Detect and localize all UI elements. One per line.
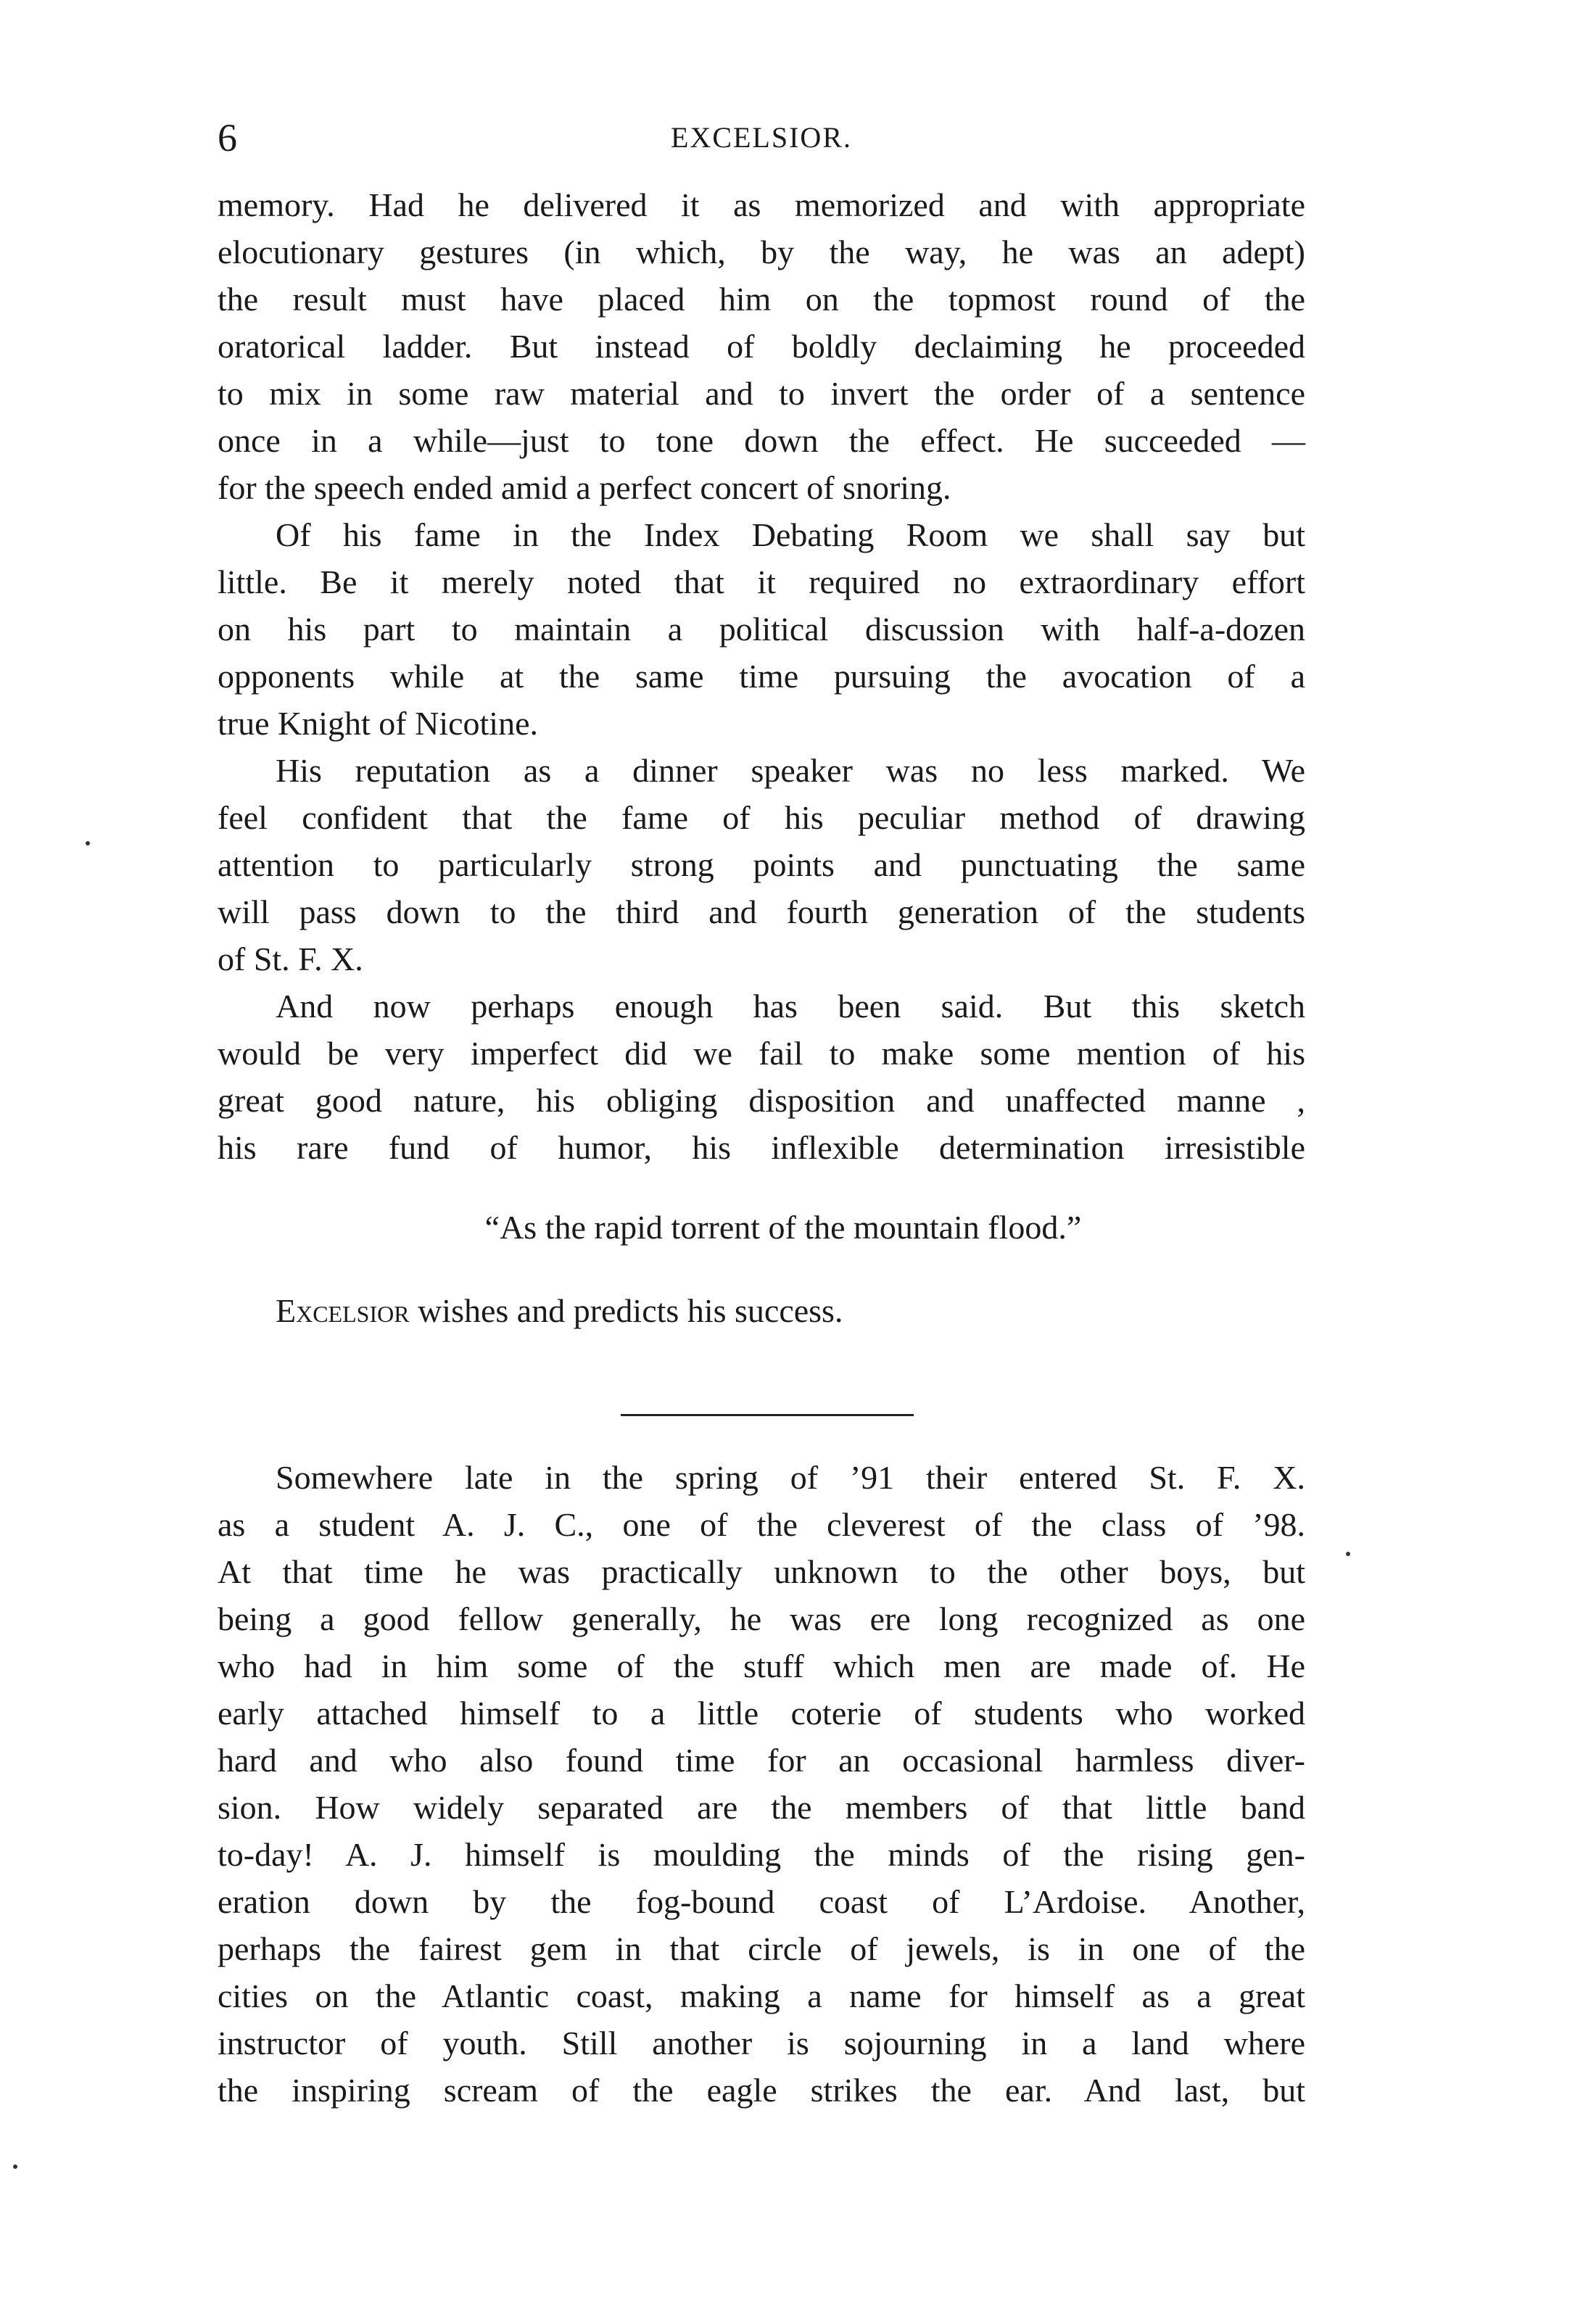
section-divider [621, 1414, 914, 1416]
text-line: Somewhere late in the spring of ’91 their entered St. F. X. [276, 1459, 1305, 1496]
running-title: EXCELSIOR. [671, 121, 852, 154]
paragraph [218, 511, 1305, 747]
text-line: true Knight of Nicotine. [218, 705, 539, 742]
ink-speck [1346, 1552, 1350, 1556]
text-line: once in a while—just to tone down the effect. He succeeded — [218, 422, 1305, 459]
text-line: elocutionary gestures (in which, by the way, he was an adept) [218, 233, 1305, 270]
text-line: hard and who also found time for an occasional harmless diver- [218, 1742, 1305, 1779]
text-line: opponents while at the same time pursuing the avocation of a [218, 658, 1305, 695]
text-line: would be very imperfect did we fail to make some mention of his [218, 1035, 1305, 1072]
text-line: the inspiring scream of the eagle strikes the ear. And last, but [218, 2072, 1305, 2109]
text-line: sion. How widely separated are the members of that little band [218, 1789, 1305, 1826]
ink-speck [86, 841, 90, 845]
running-head [218, 109, 1305, 167]
paragraph [218, 747, 1305, 983]
text-line: on his part to maintain a political discussion with half-a-dozen [218, 611, 1305, 648]
text-line: eration down by the fog-bound coast of L’Ardoise. Another, [218, 1883, 1305, 1920]
text-line: Of his fame in the Index Debating Room we shall say but [276, 516, 1305, 553]
text-line: to mix in some raw material and to invert the order of a sentence [218, 375, 1305, 412]
text-line: as a student A. J. C., one of the cleverest of the class of ’98. [218, 1506, 1305, 1543]
page-number: 6 [218, 116, 237, 160]
text-line: to-day! A. J. himself is moulding the minds of the rising gen- [218, 1836, 1305, 1873]
paragraph [218, 983, 1305, 1171]
text-line: And now perhaps enough has been said. But this sketch [276, 988, 1305, 1025]
text-line: will pass down to the third and fourth generation of the students [218, 893, 1305, 930]
text-line: cities on the Atlantic coast, making a name for himself as a great [218, 1977, 1305, 2014]
text-line: being a good fellow generally, he was ere long recognized as one [218, 1600, 1305, 1637]
block-quote: “As the rapid torrent of the mountain flood.” [484, 1209, 1082, 1246]
text-line: great good nature, his obliging disposition and unaffected manne , [218, 1082, 1305, 1119]
section-2-text [218, 1454, 1305, 2114]
text-line: of St. F. X. [218, 940, 363, 977]
paragraph [218, 181, 1305, 511]
text-line: his rare fund of humor, his inflexible determination irresistible [218, 1129, 1305, 1166]
ink-speck [13, 2164, 17, 2169]
text-line: for the speech ended amid a perfect concert of snoring. [218, 469, 951, 506]
text-line: At that time he was practically unknown to the other boys, but [218, 1553, 1305, 1590]
text-line: who had in him some of the stuff which men are made of. He [218, 1647, 1305, 1684]
closing-text: wishes and predicts his success. [409, 1292, 843, 1329]
text-line: instructor of youth. Still another is sojourning in a land where [218, 2025, 1305, 2062]
text-line: feel confident that the fame of his peculiar method of drawing [218, 799, 1305, 836]
text-line: perhaps the fairest gem in that circle of jewels, is in one of the [218, 1930, 1305, 1967]
text-line: memory. Had he delivered it as memorized and with appropriate [218, 186, 1305, 223]
closing-name: Excelsior [276, 1292, 410, 1329]
closing-line [276, 1287, 843, 1334]
text-line: attention to particularly strong points and punctuating the same [218, 846, 1305, 883]
section-1-text [218, 181, 1305, 1171]
text-line: early attached himself to a little coterie of students who worked [218, 1695, 1305, 1732]
paragraph [218, 1454, 1305, 2114]
text-line: little. Be it merely noted that it required no extraordinary effort [218, 563, 1305, 600]
text-line: oratorical ladder. But instead of boldly declaiming he proceeded [218, 328, 1305, 365]
text-line: His reputation as a dinner speaker was no less marked. We [276, 752, 1305, 789]
text-line: the result must have placed him on the topmost round of the [218, 281, 1305, 318]
